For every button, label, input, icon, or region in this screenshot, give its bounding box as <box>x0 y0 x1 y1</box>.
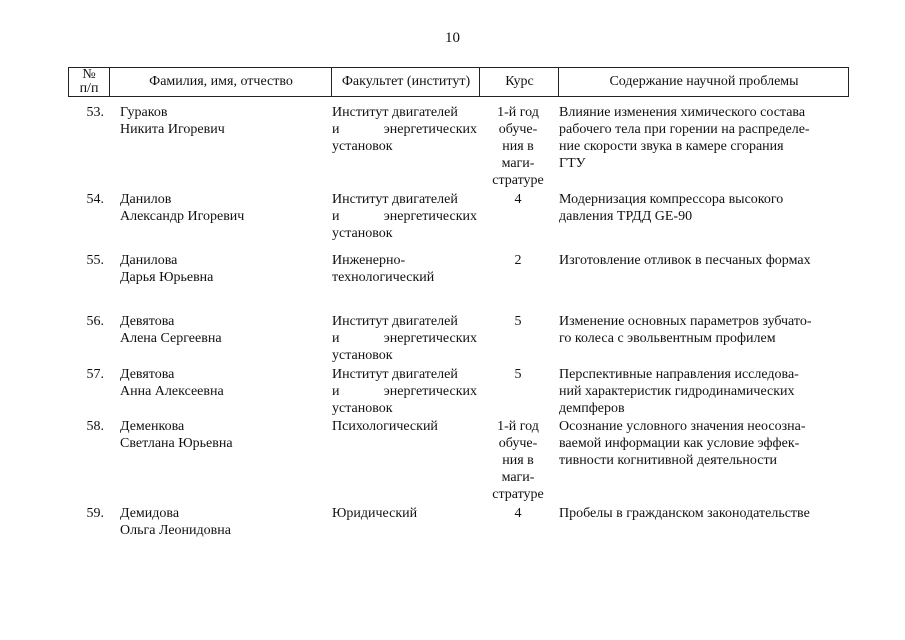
course-line: 4 <box>514 506 522 521</box>
faculty-line: установок <box>332 348 393 363</box>
faculty <box>332 104 477 155</box>
research-problem-line: давления ТРДД GE-90 <box>559 209 693 224</box>
course <box>481 505 555 522</box>
research-problem-line: Осознание условного значения неосозна- <box>559 419 806 434</box>
course-line: обуче- <box>498 436 538 451</box>
student-name <box>120 366 320 400</box>
research-problem-line: ние скорости звука в камере сгорания <box>559 139 784 154</box>
research-problem-line: Модернизация компрессора высокого <box>559 192 784 207</box>
row-number: 53. <box>86 105 104 120</box>
faculty <box>332 505 477 522</box>
row-number: 58. <box>86 419 104 434</box>
course-line: стратуре <box>492 173 544 188</box>
faculty-line: и энергетических <box>332 122 477 137</box>
row-number: 57. <box>86 367 104 382</box>
faculty-line: Юридический <box>332 506 418 521</box>
research-problem-line: ваемой информации как условие эффек- <box>559 436 800 451</box>
faculty <box>332 366 477 417</box>
student-name-line: Девятова <box>120 314 175 329</box>
header-num-line2: п/п <box>79 81 99 96</box>
student-name-line: Девятова <box>120 367 175 382</box>
faculty <box>332 418 477 435</box>
faculty-line: Институт двигателей <box>332 367 458 382</box>
faculty-line: Институт двигателей <box>332 314 458 329</box>
research-problem <box>559 252 847 269</box>
course <box>481 366 555 383</box>
student-name-line: Светлана Юрьевна <box>120 436 233 451</box>
student-name <box>120 313 320 347</box>
header-problem: Содержание научной проблемы <box>558 68 849 96</box>
course-line: ния в <box>502 139 534 154</box>
header-course: Курс <box>479 68 559 96</box>
research-problem-line: тивности когнитивной деятельности <box>559 453 778 468</box>
research-problem-line: рабочего тела при горении на распределе- <box>559 122 810 137</box>
faculty-line: установок <box>332 139 393 154</box>
student-name-line: Никита Игоревич <box>120 122 225 137</box>
course-line: 2 <box>514 253 522 268</box>
faculty-line: и энергетических <box>332 209 477 224</box>
course <box>481 191 555 208</box>
course-line: маги- <box>501 470 535 485</box>
header-num <box>69 68 109 96</box>
course-line: стратуре <box>492 487 544 502</box>
student-name <box>120 505 320 539</box>
faculty-line: установок <box>332 226 393 241</box>
course <box>481 252 555 269</box>
row-number: 56. <box>86 314 104 329</box>
row-number: 59. <box>86 506 104 521</box>
faculty-line: Институт двигателей <box>332 105 458 120</box>
course-line: 5 <box>514 367 522 382</box>
course-line: 4 <box>514 192 522 207</box>
research-problem-line: го колеса с эвольвентным профилем <box>559 331 776 346</box>
page-number: 10 <box>445 30 460 46</box>
student-name-line: Ольга Леонидовна <box>120 523 231 538</box>
student-name <box>120 418 320 452</box>
faculty-line: Институт двигателей <box>332 192 458 207</box>
course <box>481 418 555 503</box>
course-line: 5 <box>514 314 522 329</box>
student-name-line: Дарья Юрьевна <box>120 270 214 285</box>
research-problem-line: ний характеристик гидродинамических <box>559 384 795 399</box>
table-header <box>68 67 849 97</box>
research-problem <box>559 366 847 417</box>
student-name-line: Анна Алексеевна <box>120 384 224 399</box>
faculty-line: Инженерно- <box>332 253 406 268</box>
header-num-line1: № <box>82 67 96 82</box>
student-name-line: Данилова <box>120 253 178 268</box>
student-name-line: Гураков <box>120 105 168 120</box>
student-name-line: Деменкова <box>120 419 185 434</box>
course-line: маги- <box>501 156 535 171</box>
row-number: 54. <box>86 192 104 207</box>
faculty-line: установок <box>332 401 393 416</box>
course-line: 1-й год <box>497 105 539 120</box>
research-problem-line: Перспективные направления исследова- <box>559 367 799 382</box>
research-problem-line: ГТУ <box>559 156 586 171</box>
student-name <box>120 104 320 138</box>
research-problem <box>559 505 847 522</box>
course-line: ния в <box>502 453 534 468</box>
header-faculty: Факультет (институт) <box>331 68 480 96</box>
research-problem-line: Пробелы в гражданском законодательстве <box>559 506 810 521</box>
header-name: Фамилия, имя, отчество <box>109 68 332 96</box>
research-problem <box>559 418 847 469</box>
research-problem <box>559 104 847 172</box>
faculty-line: и энергетических <box>332 331 477 346</box>
course <box>481 104 555 189</box>
student-name <box>120 191 320 225</box>
faculty-line: технологический <box>332 270 435 285</box>
faculty <box>332 252 477 286</box>
faculty-line: и энергетических <box>332 384 477 399</box>
research-problem-line: Влияние изменения химического состава <box>559 105 806 120</box>
student-name-line: Александр Игоревич <box>120 209 245 224</box>
student-name-line: Демидова <box>120 506 180 521</box>
student-name <box>120 252 320 286</box>
student-name-line: Данилов <box>120 192 172 207</box>
research-problem-line: Изменение основных параметров зубчато- <box>559 314 812 329</box>
faculty-line: Психологический <box>332 419 438 434</box>
research-problem-line: демпферов <box>559 401 625 416</box>
course-line: 1-й год <box>497 419 539 434</box>
research-problem-line: Изготовление отливок в песчаных формах <box>559 253 811 268</box>
student-name-line: Алена Сергеевна <box>120 331 222 346</box>
row-number: 55. <box>86 253 104 268</box>
faculty <box>332 313 477 364</box>
faculty <box>332 191 477 242</box>
research-problem <box>559 191 847 225</box>
course <box>481 313 555 330</box>
research-problem <box>559 313 847 347</box>
course-line: обуче- <box>498 122 538 137</box>
